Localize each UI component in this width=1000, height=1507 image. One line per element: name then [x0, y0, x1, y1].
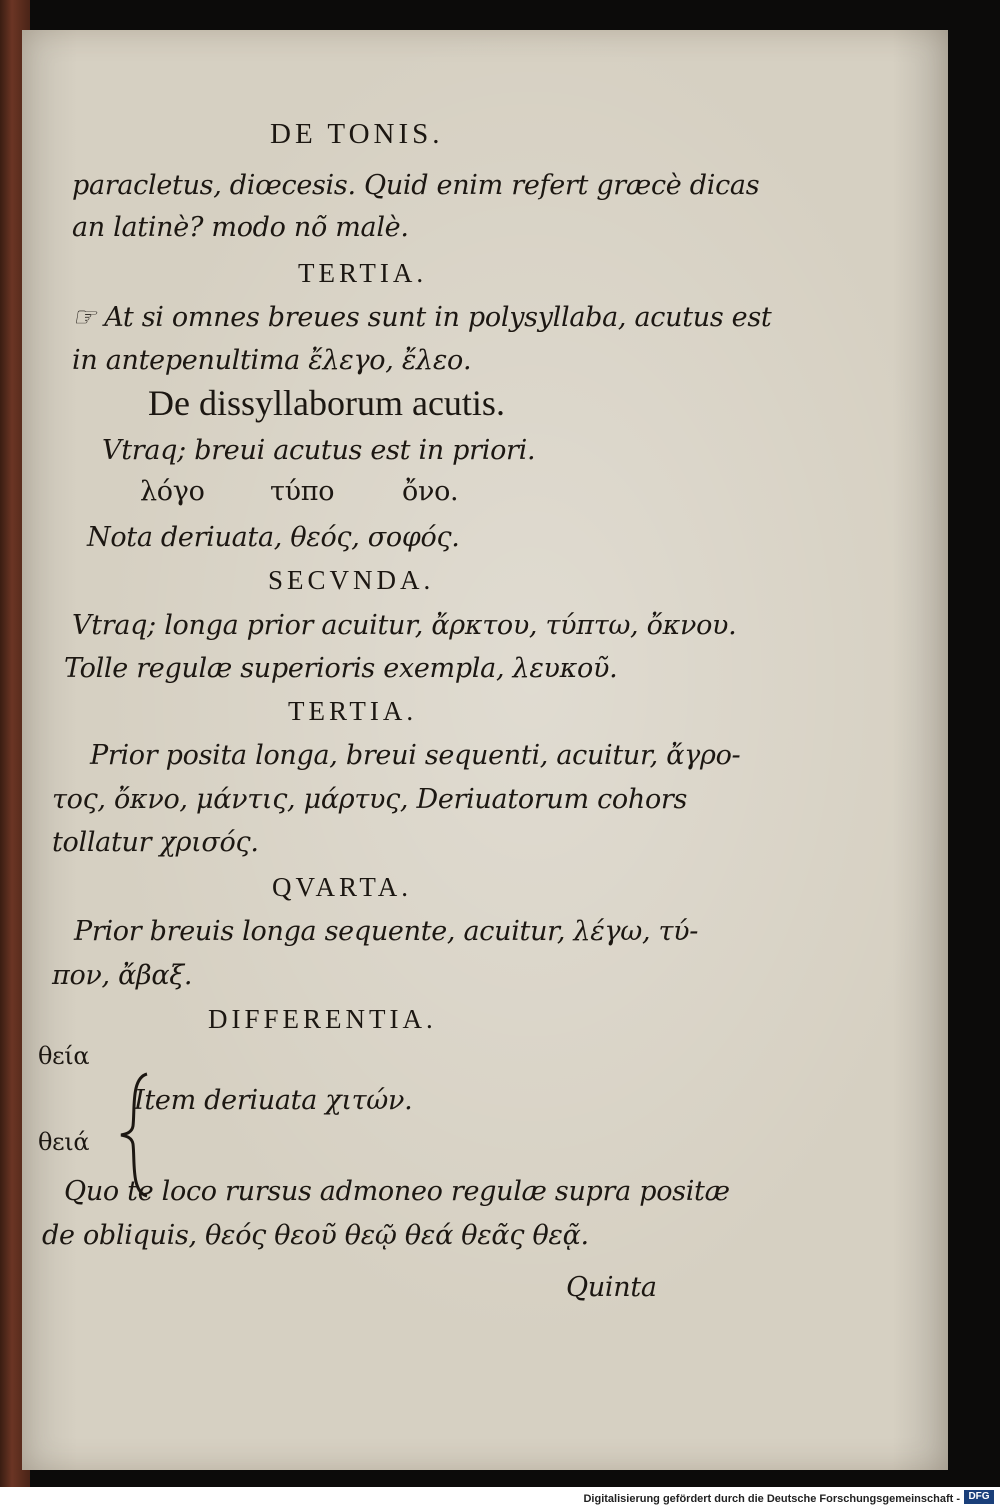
text-line: Vtraq; breui acutus est in priori. [102, 435, 536, 466]
footer-bar [0, 1487, 1000, 1507]
text-line: Quo te loco rursus admoneo regulæ supra positæ [64, 1176, 730, 1207]
catchword: Quinta [566, 1272, 657, 1303]
greek-example: τύπο [270, 476, 335, 507]
text-line: Nota deriuata, θεός, σοφός. [87, 522, 460, 553]
text-line: Prior posita longa, breui sequenti, acuitur, ἄγρο- [90, 740, 741, 771]
section-heading: TERTIA. [298, 258, 428, 288]
section-heading: TERTIA. [288, 696, 418, 726]
text-line: tollatur χρισός. [52, 827, 259, 858]
text-line: Tolle regulæ superioris exempla, λευκοῦ. [64, 653, 618, 684]
greek-example: λόγο [140, 476, 205, 507]
text-line: de obliquis, θεός θεοῦ θεῷ θεά θεᾶς θεᾷ. [42, 1220, 589, 1251]
text-line: an latinè? modo nõ malè. [72, 212, 409, 243]
text-line: ☞ At si omnes breues sunt in polysyllaba, acutus est [72, 302, 772, 333]
text-line: in antepenultima ἔλεγο, ἔλεο. [72, 345, 472, 376]
text-line: Vtraq; longa prior acuitur, ἄρκτου, τύπτω, ὄκνου. [72, 610, 737, 641]
text-line: paracletus, diœcesis. Quid enim refert græcè dicas [72, 170, 760, 201]
text-line: πον, ἄβαξ. [52, 960, 193, 991]
text-line: Prior breuis longa sequente, acuitur, λέγω, τύ- [74, 916, 699, 947]
dfg-logo: DFG [964, 1490, 994, 1504]
book-page [22, 30, 948, 1470]
running-header: DE TONIS. [270, 118, 444, 150]
funding-notice: Digitalisierung gefördert durch die Deutsche Forschungsgemeinschaft - [583, 1493, 960, 1505]
section-heading: SECVNDA. [268, 565, 435, 595]
section-heading: QVARTA. [272, 872, 412, 902]
section-heading: De dissyllaborum acutis. [148, 383, 505, 423]
greek-word: θειά [38, 1128, 90, 1156]
greek-word: θεία [38, 1042, 90, 1070]
greek-example: ὄνο. [402, 476, 459, 507]
text-line: τος, ὄκνο, μάντις, μάρτυς, Deriuatorum cohors [52, 784, 688, 815]
text-line: Item deriuata χιτών. [134, 1085, 413, 1116]
section-heading: DIFFERENTIA. [208, 1004, 437, 1034]
